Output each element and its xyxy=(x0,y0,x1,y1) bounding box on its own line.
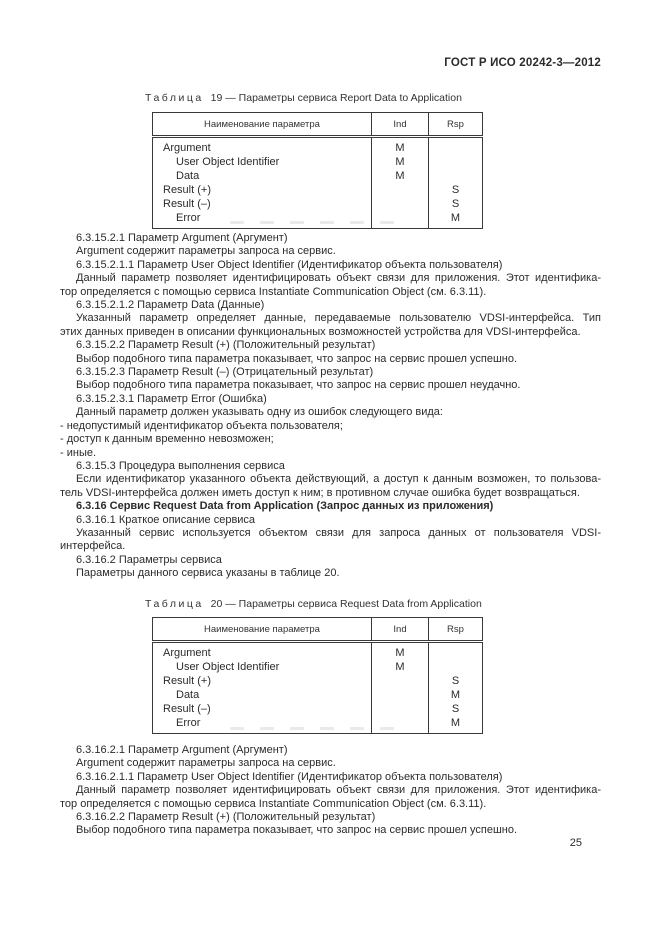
param-name-cell: Data xyxy=(176,170,200,182)
rsp-cell: M xyxy=(429,211,483,229)
scan-artifact xyxy=(230,221,410,224)
rsp-cell xyxy=(429,169,483,183)
text-line: 6.3.15.2.2 Параметр Result (+) (Положительный результат) xyxy=(76,339,376,352)
column-header-ind: Ind xyxy=(372,113,429,137)
table-row xyxy=(153,211,483,229)
text-line: 6.3.16.2 Параметры сервиса xyxy=(76,553,222,566)
text-line: 6.3.15.2.3.1 Параметр Error (Ошибка) xyxy=(76,392,267,405)
ind-cell xyxy=(372,197,429,211)
text-line: 6.3.15.3 Процедура выполнения сервиса xyxy=(76,459,285,472)
table19-caption xyxy=(145,92,462,104)
ind-cell xyxy=(372,183,429,197)
text-line: Выбор подобного типа параметра показывает, что запрос на сервис прошел неудачно. xyxy=(76,379,521,392)
rsp-cell xyxy=(429,137,483,156)
text-block-2 xyxy=(60,744,601,838)
ind-cell xyxy=(372,688,429,702)
text-line: Если идентификатор указанного объекта действующий, а доступ к данным возможен, то пользова- xyxy=(76,473,601,486)
param-name-cell: Result (–) xyxy=(163,703,211,715)
param-name-cell: Error xyxy=(176,717,201,729)
column-header-ind: Ind xyxy=(372,618,429,642)
ind-cell: M xyxy=(372,155,429,169)
rsp-cell: S xyxy=(429,674,483,688)
text-line: 6.3.15.2.1 Параметр Argument (Аргумент) xyxy=(76,232,288,244)
table-row xyxy=(153,660,483,674)
rsp-cell xyxy=(429,155,483,169)
param-name-cell: Result (+) xyxy=(163,675,211,687)
text-line: тор определяется с помощью сервиса Instantiate Communication Object (см. 6.3.11). xyxy=(60,285,487,298)
text-line: Данный параметр позволяет идентифицировать объект связи для приложения. Этот идентифика- xyxy=(76,272,601,285)
column-header-parameter-name: Наименование параметра xyxy=(153,113,372,137)
table-row xyxy=(153,674,483,688)
param-name-cell: User Object Identifier xyxy=(176,661,280,673)
text-line: интерфейса. xyxy=(60,540,126,553)
text-line: Выбор подобного типа параметра показывает, что запрос на сервис прошел успешно. xyxy=(76,352,518,365)
scan-artifact xyxy=(230,727,410,730)
rsp-cell xyxy=(429,642,483,661)
text-line: - иные. xyxy=(60,446,97,459)
text-line: - недопустимый идентификатор объекта пользователя; xyxy=(60,419,343,432)
page-number: 25 xyxy=(569,837,582,849)
param-name-cell: Argument xyxy=(163,647,211,659)
rsp-cell: M xyxy=(429,688,483,702)
table19-parameters xyxy=(152,112,483,229)
text-line: 6.3.15.2.3 Параметр Result (–) (Отрицательный результат) xyxy=(76,366,374,379)
table-row xyxy=(153,702,483,716)
text-line: 6.3.16.1 Краткое описание сервиса xyxy=(76,513,256,526)
table-row xyxy=(153,716,483,734)
text-line: Данный параметр позволяет идентифицировать объект связи для приложения. Этот идентифика- xyxy=(76,784,601,797)
table20-parameters xyxy=(152,617,483,734)
param-name-cell: Result (+) xyxy=(163,184,211,196)
rsp-cell: M xyxy=(429,716,483,734)
table19-caption-text: 19 — Параметры сервиса Report Data to Application xyxy=(210,92,462,104)
rsp-cell xyxy=(429,660,483,674)
text-line: Данный параметр должен указывать одну из ошибок следующего вида: xyxy=(76,406,443,419)
column-header-rsp: Rsp xyxy=(429,618,483,642)
ind-cell xyxy=(372,702,429,716)
text-block-1 xyxy=(60,232,601,581)
param-name-cell: User Object Identifier xyxy=(176,156,280,168)
column-header-parameter-name: Наименование параметра xyxy=(153,618,372,642)
table-header-row xyxy=(153,618,483,642)
section-heading: 6.3.16 Сервис Request Data from Application (Запрос данных из приложения) xyxy=(76,500,494,513)
ind-cell: M xyxy=(372,660,429,674)
rsp-cell: S xyxy=(429,183,483,197)
document-standard-reference: ГОСТ Р ИСО 20242-3—2012 xyxy=(444,57,601,69)
ind-cell: M xyxy=(372,642,429,661)
text-line: - доступ к данным временно невозможен; xyxy=(60,433,274,446)
text-line: 6.3.15.2.1.2 Параметр Data (Данные) xyxy=(76,299,265,312)
ind-cell xyxy=(372,716,429,734)
param-name-cell: Argument xyxy=(163,142,211,154)
text-line: 6.3.15.2.1.1 Параметр User Object Identifier (Идентификатор объекта пользователя) xyxy=(76,258,503,271)
param-name-cell: Data xyxy=(176,689,200,701)
column-header-rsp: Rsp xyxy=(429,113,483,137)
table19-caption-word: Таблица xyxy=(145,92,204,104)
text-line: 6.3.16.2.2 Параметр Result (+) (Положительный результат) xyxy=(76,811,376,824)
text-line: Argument содержит параметры запроса на сервис. xyxy=(76,757,336,770)
text-line: Указанный сервис используется объектом связи для запроса данных от пользователя VDSI- xyxy=(76,526,601,539)
text-line: Выбор подобного типа параметра показывает, что запрос на сервис прошел успешно. xyxy=(76,824,518,837)
text-line: 6.3.16.2.1 Параметр Argument (Аргумент) xyxy=(76,744,288,756)
text-line: тель VDSI-интерфейса должен иметь доступ к ним; в противном случае ошибка будет возвращаться. xyxy=(60,486,580,499)
rsp-cell: S xyxy=(429,702,483,716)
param-name-cell: Result (–) xyxy=(163,198,211,210)
table-header-row xyxy=(153,113,483,137)
text-line: этих данных приведен в описании функциональных возможностей устройства для VDSI-интерфейса. xyxy=(60,325,581,338)
table20-caption-word: Таблица xyxy=(145,598,204,610)
table20-caption xyxy=(145,598,482,610)
table-row xyxy=(153,169,483,183)
table-row xyxy=(153,155,483,169)
text-line: 6.3.16.2.1.1 Параметр User Object Identifier (Идентификатор объекта пользователя) xyxy=(76,770,503,783)
ind-cell xyxy=(372,211,429,229)
table-row xyxy=(153,688,483,702)
table-row xyxy=(153,137,483,156)
text-line: Параметры данного сервиса указаны в таблице 20. xyxy=(76,567,340,580)
ind-cell: M xyxy=(372,137,429,156)
text-line: тор определяется с помощью сервиса Instantiate Communication Object (см. 6.3.11). xyxy=(60,797,487,810)
param-name-cell: Error xyxy=(176,212,201,224)
table-row xyxy=(153,197,483,211)
table-row xyxy=(153,183,483,197)
rsp-cell: S xyxy=(429,197,483,211)
text-line: Указанный параметр определяет данные, передаваемые пользователю VDSI-интерфейса. Тип xyxy=(76,312,601,325)
ind-cell: M xyxy=(372,169,429,183)
table-row xyxy=(153,642,483,661)
text-line: Argument содержит параметры запроса на сервис. xyxy=(76,245,336,258)
ind-cell xyxy=(372,674,429,688)
table20-caption-text: 20 — Параметры сервиса Request Data from Application xyxy=(210,598,482,610)
